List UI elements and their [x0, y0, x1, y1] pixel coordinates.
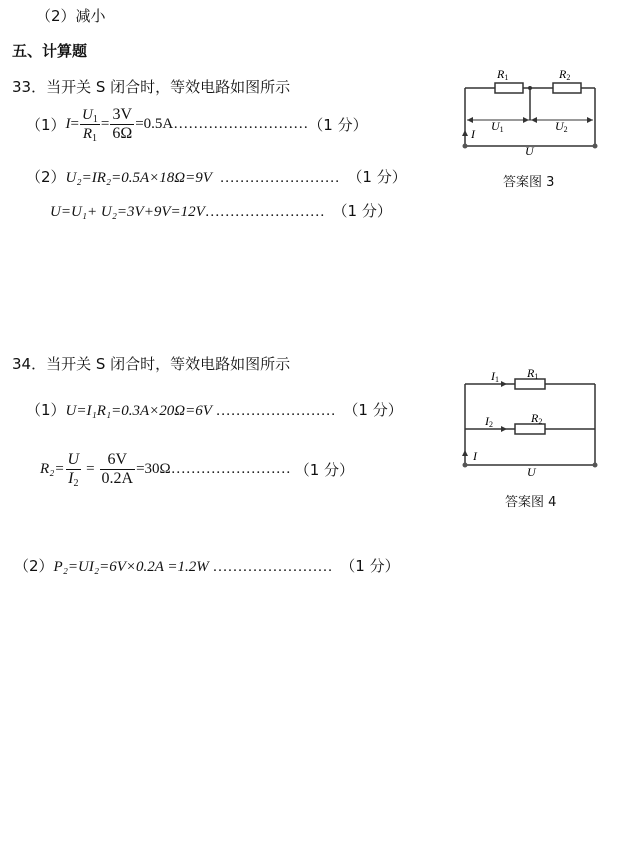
- arrow-icon: [501, 426, 507, 432]
- q34-intro: 34．当开关 S 闭合时，等效电路如图所示: [12, 355, 291, 373]
- dots: ……………………: [219, 170, 340, 186]
- u1-sub: 1: [92, 113, 98, 125]
- label-u: U: [527, 465, 536, 478]
- u-symbol: U: [67, 450, 80, 468]
- arrow-icon: [467, 117, 473, 123]
- label-i: I: [471, 127, 475, 141]
- score: （1 分）: [340, 557, 400, 575]
- dots: ……………………: [215, 403, 336, 419]
- q34-part1-formula: U=I₁R₁=0.3A×20Ω=6V: [65, 403, 212, 419]
- q34-r2-lhs: R₂=: [40, 460, 65, 477]
- label-u1: U1: [491, 119, 504, 134]
- i2-sub: 2: [73, 477, 79, 489]
- arrow-icon: [462, 130, 468, 136]
- r1-symbol: R: [82, 125, 93, 142]
- fraction-num: 6V: [100, 451, 136, 470]
- equals-sign: =: [70, 115, 80, 132]
- r1-sub: 1: [92, 132, 98, 144]
- equals-sign-2: =: [100, 115, 110, 132]
- label-i2: I2: [485, 414, 493, 429]
- label-i: I: [473, 449, 477, 463]
- arrow-icon: [462, 450, 468, 456]
- label-i1: I1: [491, 369, 499, 384]
- q33-part1: [26, 104, 368, 144]
- label-r1: R1: [497, 67, 509, 82]
- dots: ……………………: [212, 559, 333, 575]
- label-r2: R2: [531, 411, 543, 426]
- fraction-u1-r1: [80, 106, 100, 143]
- q33-part1-result: =0.5A: [135, 115, 174, 132]
- fraction-num: 3V: [110, 106, 134, 125]
- arrow-icon: [587, 117, 593, 123]
- label-r1: R1: [527, 368, 539, 381]
- answer-line-2: （2）减小: [36, 7, 106, 25]
- q34-part1-prefix: （1）: [26, 401, 66, 419]
- q33-intro: 33．当开关 S 闭合时，等效电路如图所示: [12, 78, 291, 96]
- i2-symbol: I: [68, 469, 74, 487]
- score: （1 分）: [343, 401, 403, 419]
- fraction-values: [110, 106, 134, 143]
- fraction-u-i2: [66, 451, 82, 488]
- score: （1 分）: [294, 460, 355, 479]
- arrow-icon: [501, 381, 507, 387]
- equals-sign: =: [86, 460, 95, 477]
- score: （1 分）: [332, 202, 392, 220]
- arrow-icon: [531, 117, 537, 123]
- figure-3-caption: 答案图 3: [503, 175, 555, 190]
- q34-part2: [40, 444, 354, 494]
- fraction-den: 0.2A: [101, 469, 134, 487]
- arrow-icon: [523, 117, 529, 123]
- q34-part1: [26, 399, 403, 420]
- q33-part3-formula: U=U₁+ U₂=3V+9V=12V: [50, 204, 205, 220]
- circuit-diagram-3: [455, 60, 605, 155]
- fraction-den: 6Ω: [112, 124, 133, 142]
- q33-current-symbol: I: [65, 115, 71, 132]
- q34-part3-formula: P₂=UI₂=6V×0.2A =1.2W: [53, 559, 209, 575]
- score: （1 分）: [347, 168, 407, 186]
- dots: ……………………: [204, 204, 325, 220]
- dots: ……………………: [170, 460, 291, 477]
- label-r2: R2: [559, 67, 571, 82]
- q33-part1-prefix: （1）: [26, 115, 66, 134]
- fraction-6v-02a: [100, 451, 136, 488]
- q34-part3: [14, 555, 400, 576]
- q33-part2-prefix: （2）: [26, 168, 66, 186]
- q34-part3-prefix: （2）: [14, 557, 54, 575]
- q33-part3: [50, 200, 392, 221]
- q34-part2-result: =30Ω: [136, 460, 171, 477]
- section-title: 五、计算题: [12, 42, 88, 60]
- label-u2: U2: [555, 119, 568, 134]
- q33-part2-formula: U₂=IR₂=0.5A×18Ω=9V: [65, 170, 212, 186]
- q33-part2: [26, 166, 407, 187]
- label-u: U: [525, 144, 534, 155]
- figure-4-caption: 答案图 4: [505, 495, 557, 510]
- u1-symbol: U: [82, 106, 93, 123]
- score: （1 分）: [308, 115, 368, 134]
- dots: ………………………: [173, 115, 309, 132]
- circuit-diagram-4: [455, 368, 605, 478]
